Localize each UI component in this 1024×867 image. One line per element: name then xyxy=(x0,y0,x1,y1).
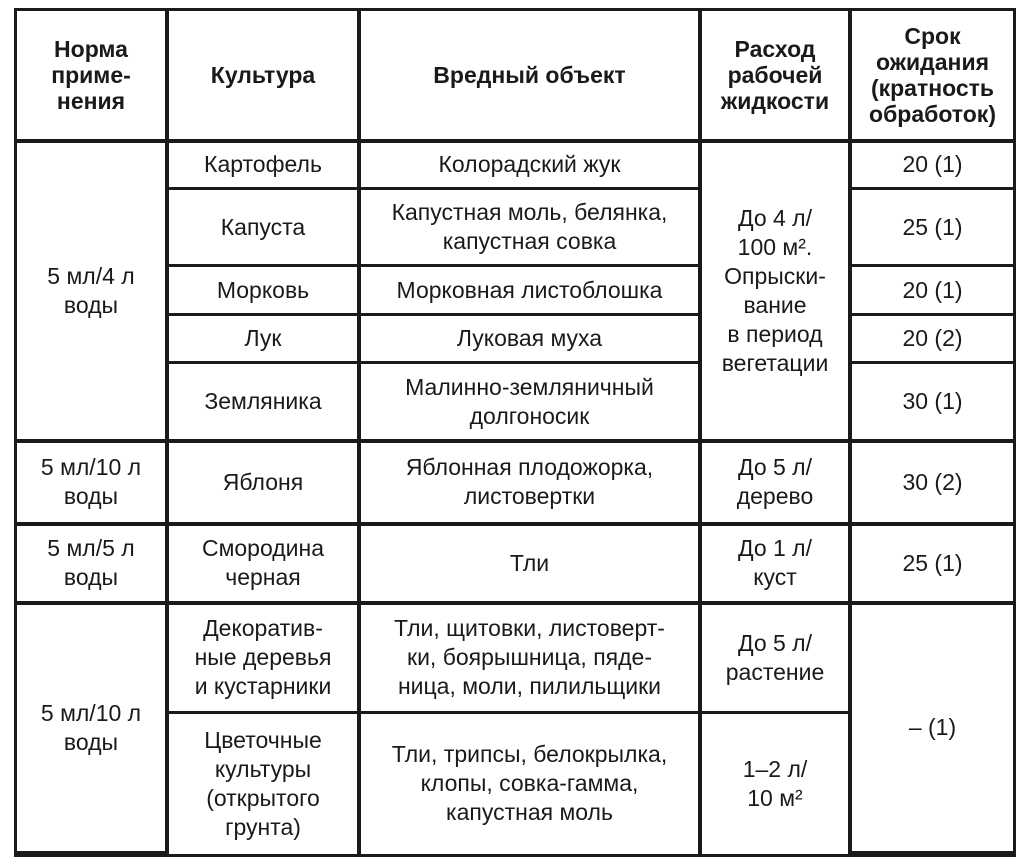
table-row xyxy=(17,526,1013,605)
flow-cell: 1–2 л/ 10 м² xyxy=(702,714,852,854)
pest-cell: Морковная листоблошка xyxy=(361,267,702,315)
wait-cell: 20 (1) xyxy=(852,267,1013,315)
crop-cell: Морковь xyxy=(169,267,361,315)
crop-cell: Яблоня xyxy=(169,443,361,526)
group4-wait-cell: – (1) xyxy=(852,605,1013,854)
pest-cell: Капустная моль, белянка, капустная совка xyxy=(361,190,702,268)
group4-norm-cell: 5 мл/10 л воды xyxy=(17,605,169,854)
pest-cell: Колорадский жук xyxy=(361,143,702,189)
crop-cell: Земляника xyxy=(169,364,361,443)
table-row xyxy=(17,143,1013,189)
header-flow: Расход рабочей жидкости xyxy=(702,11,852,143)
pest-cell: Луковая муха xyxy=(361,316,702,364)
wait-cell: 20 (1) xyxy=(852,143,1013,189)
crop-cell: Картофель xyxy=(169,143,361,189)
crop-cell: Смородина черная xyxy=(169,526,361,605)
wait-cell: 25 (1) xyxy=(852,190,1013,268)
header-wait: Срок ожидания (кратность обработок) xyxy=(852,11,1013,143)
header-pest: Вредный объект xyxy=(361,11,702,143)
header-norm: Норма приме- нения xyxy=(17,11,169,143)
crop-cell: Капуста xyxy=(169,190,361,268)
group2-norm-cell: 5 мл/10 л воды xyxy=(17,443,169,526)
group3-flow-cell: До 1 л/ куст xyxy=(702,526,852,605)
crop-cell: Лук xyxy=(169,316,361,364)
flow-cell: До 5 л/ растение xyxy=(702,605,852,714)
group3-norm-cell: 5 мл/5 л воды xyxy=(17,526,169,605)
crop-cell: Цветочные культуры (открытого грунта) xyxy=(169,714,361,854)
table-row xyxy=(17,443,1013,526)
pest-cell: Тли xyxy=(361,526,702,605)
pest-cell: Тли, щитовки, листоверт- ки, боярышница, пяде- ница, моли, пилильщики xyxy=(361,605,702,714)
pest-cell: Тли, трипсы, белокрылка, клопы, совка-гамма, капустная моль xyxy=(361,714,702,854)
group1-flow-cell: До 4 л/ 100 м². Опрыски- вание в период вегетации xyxy=(702,143,852,443)
pest-cell: Яблонная плодожорка, листовертки xyxy=(361,443,702,526)
crop-cell: Декоратив- ные деревья и кустарники xyxy=(169,605,361,714)
wait-cell: 30 (1) xyxy=(852,364,1013,443)
header-row xyxy=(17,11,1013,143)
group2-flow-cell: До 5 л/ дерево xyxy=(702,443,852,526)
header-crop: Культура xyxy=(169,11,361,143)
group1-norm-cell: 5 мл/4 л воды xyxy=(17,143,169,443)
pesticide-table xyxy=(14,8,1016,857)
pest-cell: Малинно-земляничный долгоносик xyxy=(361,364,702,443)
wait-cell: 30 (2) xyxy=(852,443,1013,526)
table-row xyxy=(17,605,1013,714)
wait-cell: 20 (2) xyxy=(852,316,1013,364)
wait-cell: 25 (1) xyxy=(852,526,1013,605)
